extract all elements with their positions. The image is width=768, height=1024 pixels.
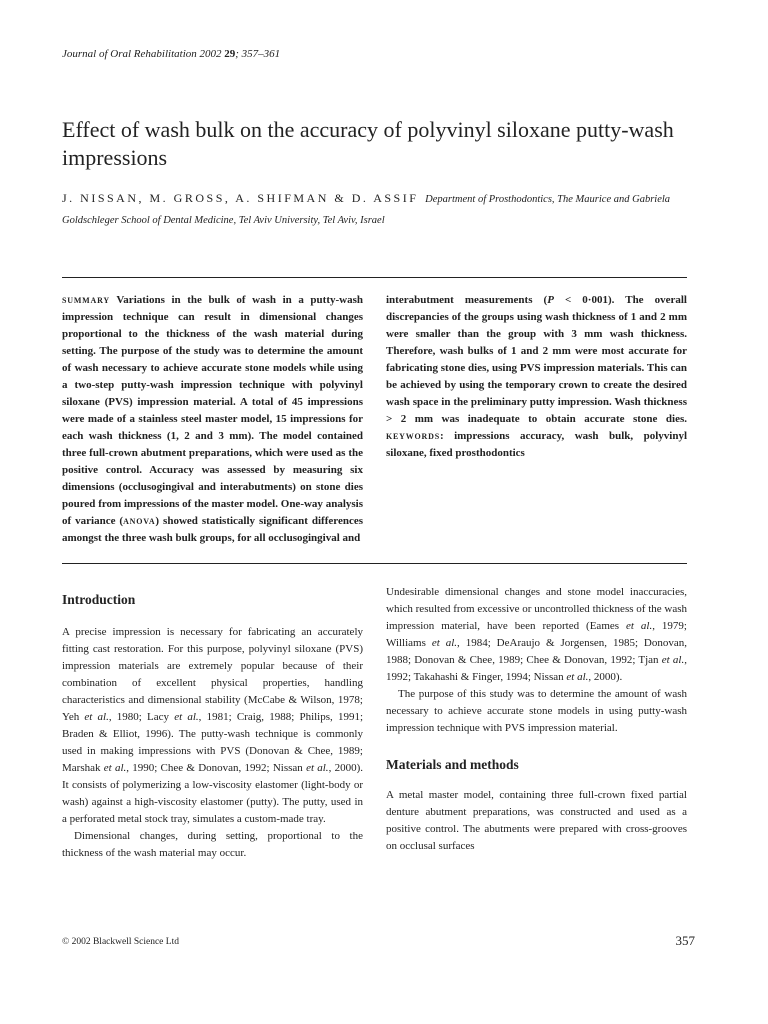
journal-volume: 29 <box>224 48 236 60</box>
p-symbol: P <box>547 294 554 306</box>
intro-paragraph-1: A precise impression is necessary for fabricating an accurately fitting cast restoration. For this purpose, polyvinyl siloxane (PVS) impression materials are extremely popular because of their combination of excellent physical properties, handling characteristics and dimensional stability (McCabe & Wilson, 1978; Yeh et al., 1980; Lacy et al., 1981; Craig, 1988; Philips, 1991; Braden & Elliot, 1996). The putty-wash technique is commonly used in making impressions with PVS (Donovan & Chee, 1989; Marshak et al., 1990; Chee & Donovan, 1992; Nissan et al., 2000). It consists of polymerizing a low-viscosity elastomer (light-body or wash) against a high-viscosity elastomer (putty). The putty, used in a perforated metal stock tray, simulates a custom-made tray. <box>62 626 364 825</box>
abstract-text-2: interabutment measurements ( <box>386 294 548 306</box>
body-column-left <box>62 590 363 862</box>
page-number: 357 <box>675 933 695 948</box>
journal-name: Journal of Oral Rehabilitation <box>62 48 197 60</box>
keywords-text: : impressions accuracy, wash bulk, polyvinyl siloxane, fixed prosthodontics <box>386 430 687 459</box>
journal-year: 2002 <box>199 48 222 60</box>
abstract-text-1: Variations in the bulk of wash in a putty-wash impression technique can result in dimensional changes proportional to the thickness of the wash material during setting. The purpose of the study was to determine the amount of wash necessary to achieve accurate stone models while using a two-step putty-wash impression technique with polyvinyl siloxane (PVS) impression material. A total of 45 impressions were made of a stainless steel master model, 15 impressions for each wash thickness (1, 2 and 3 mm). The model contained three full-crown abutment preparations, which were used as the positive control. Accuracy was assessed by measuring six dimensions (occlusogingival and interabutments) on stone dies poured from impressions of the master model. One-way analysis of variance ( <box>62 294 363 527</box>
abstract-text-3: < 0·001). The overall discrepancies of the groups using wash thickness of 1 and 2 mm were smaller than the group with 3 mm wash thickness. Therefore, wash bulks of 1 and 2 mm were most accurate for fabricating stone dies, using PVS impression materials. This can be achieved by using the temporary crown to create the desired wash space in the preliminary putty impression. Wash thickness > 2 mm was inadequate to obtain accurate stone dies. <box>386 294 687 425</box>
author-affiliation: Department of Prosthodontics, The Maurice and Gabriela Goldschleger School of Dental Medicine, Tel Aviv University, Tel Aviv, Israel <box>62 194 671 226</box>
author-names: J. NISSAN, M. GROSS, A. SHIFMAN & D. ASSIF <box>62 191 419 205</box>
journal-citation <box>62 48 280 60</box>
abstract-column-right <box>386 292 687 462</box>
anova-abbrev: anova <box>123 515 156 527</box>
intro-paragraph-3: Undesirable dimensional changes and stone model inaccuracies, which resulted from excessive or uncontrolled thickness of the wash impression material, have been reported (Eames et al., 1979; Williams et al., 1984; DeAraujo & Jorgensen, 1985; Donovan, 1988; Donovan & Chee, 1989; Chee & Donovan, 1992; Tjan et al., 1992; Takahashi & Finger, 1994; Nissan et al., 2000). <box>386 586 688 683</box>
abstract-top-rule <box>62 277 687 278</box>
abstract-text-2: ) showed statistically significant differences amongst the three wash bulk groups, for all occlusogingival and <box>62 515 363 544</box>
intro-paragraph-4: The purpose of this study was to determine the amount of wash necessary to achieve accurate stone models in using putty-wash impression technique with PVS impression material. <box>386 688 687 734</box>
methods-paragraph-1: A metal master model, containing three full-crown fixed partial denture abutment preparations, was constructed and used as a positive control. The abutments were prepared with cross-grooves on occlusal surfaces <box>386 789 687 852</box>
body-column-right <box>386 584 687 855</box>
intro-paragraph-2: Dimensional changes, during setting, proportional to the thickness of the wash material may occur. <box>62 830 363 859</box>
keywords-label: keywords <box>386 430 440 442</box>
abstract-column-left <box>62 292 363 547</box>
journal-pages: ; 357–361 <box>235 48 281 60</box>
author-block <box>62 188 712 231</box>
methods-heading: Materials and methods <box>386 757 519 772</box>
abstract-bottom-rule <box>62 563 687 564</box>
article-title: Effect of wash bulk on the accuracy of polyvinyl siloxane putty-wash impressions <box>62 117 674 170</box>
intro-heading: Introduction <box>62 592 136 607</box>
summary-label: summary <box>62 294 110 306</box>
copyright-notice: © 2002 Blackwell Science Ltd <box>62 937 179 947</box>
